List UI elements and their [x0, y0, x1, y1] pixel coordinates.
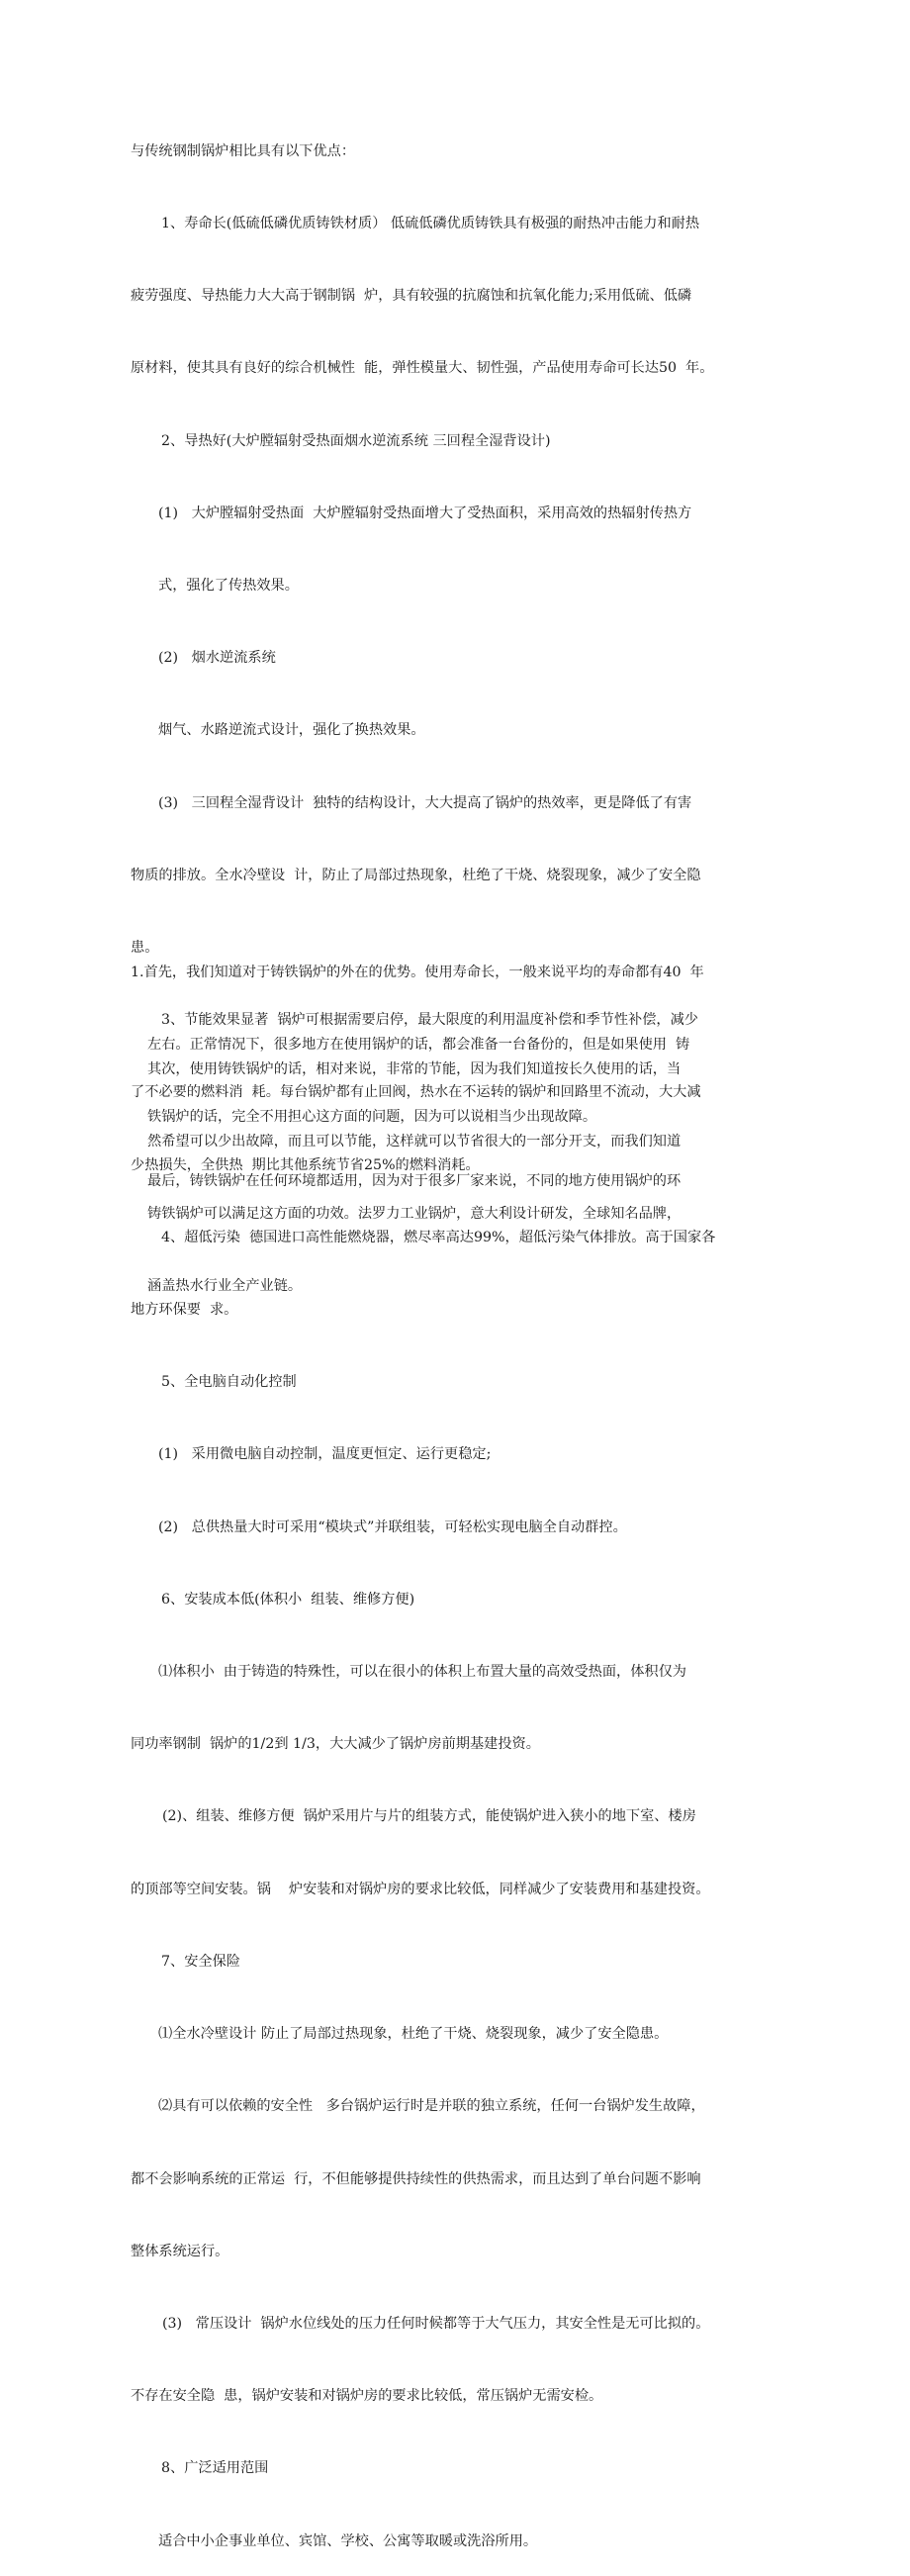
item-7-sub-2: 整体系统运行。 — [131, 2243, 229, 2259]
item-2-sub-3: (3) 三回程全湿背设计 独特的结构设计，大大提高了锅炉的热效率，更是降低了有害 — [158, 794, 692, 811]
item-6-sub-2: (2)、组装、维修方便 锅炉采用片与片的组装方式，能使锅炉进入狭小的地下室、楼房 — [162, 1808, 696, 1825]
list-item-1-line: 1.首先，我们知道对于铸铁锅炉的外在的优势。使用寿命长，一般来说平均的寿命都有40 年 — [131, 964, 704, 980]
item-2-sub-2: (2) 烟水逆流系统 — [158, 650, 276, 667]
item-4-line: 地方环保要 求。 — [131, 1302, 238, 1319]
intro-heading: 与传统钢制锅炉相比具有以下优点： — [131, 142, 356, 159]
item-2-sub-3: 患。 — [131, 940, 159, 957]
paragraph-line: 最后，铸铁锅炉在任何环境都适用，因为对于很多厂家来说，不同的地方使用锅炉的环 — [147, 1172, 682, 1189]
item-7-sub-1: ⑴全水冷壁设计 防止了局部过热现象，杜绝了干烧、烧裂现象，减少了安全隐患。 — [158, 2026, 669, 2043]
item-7-sub-2: 都不会影响系统的正常运 行，不但能够提供持续性的供热需求，而且达到了单台问题不影响 — [131, 2170, 701, 2187]
item-7-sub-3: (3) 常压设计 锅炉水位线处的压力任何时候都等于大气压力，其安全性是无可比拟的。 — [162, 2315, 710, 2332]
item-2-sub-3: 物质的排放。全水冷壁设 计，防止了局部过热现象，杜绝了干烧、烧裂现象，减少了安全隐 — [131, 867, 701, 883]
paragraph-line: 其次，使用铸铁锅炉的话，相对来说，非常的节能，因为我们知道按长久使用的话，当 — [147, 1060, 682, 1077]
item-7-heading: 7、安全保险 — [161, 1953, 240, 1970]
third-paragraph — [131, 1121, 803, 1242]
item-3-line: 3、节能效果显著 锅炉可根据需要启停，最大限度的利用温度补偿和季节性补偿，减少 — [161, 1012, 698, 1029]
item-5-heading: 5、全电脑自动化控制 — [161, 1374, 297, 1391]
item-8-heading: 8、广泛适用范围 — [161, 2460, 269, 2477]
paragraph-line: 铸铁锅炉可以满足这方面的功效。法罗力工业锅炉，意大利设计研发，全球知名品牌， — [147, 1206, 682, 1223]
item-5-sub-2: (2) 总供热量大时可采用“模块式”并联组装，可轻松实现电脑全自动群控。 — [158, 1518, 627, 1535]
list-item-1-line: 铁锅炉的话，完全不用担心这方面的问题，因为可以说相当少出现故障。 — [147, 1109, 597, 1126]
item-6-sub-1: 同功率钢制 锅炉的1/2到 1/3，大大减少了锅炉房前期基建投资。 — [131, 1736, 540, 1753]
item-4-line: 4、超低污染 德国进口高性能燃烧器，燃尽率高达99%，超低污染气体排放。高于国家各 — [161, 1229, 716, 1245]
item-6-heading: 6、安装成本低(体积小 组装、维修方便) — [161, 1591, 415, 1608]
item-2-sub-2: 烟气、水路逆流式设计，强化了换热效果。 — [158, 722, 425, 739]
item-7-sub-2: ⑵具有可以依赖的安全性 多台锅炉运行时是并联的独立系统，任何一台锅炉发生故障， — [158, 2098, 705, 2115]
paragraph-line: 然希望可以少出故障，而且可以节能，这样就可以节省很大的一部分开支，而我们知道 — [147, 1134, 682, 1150]
item-6-sub-2: 的顶部等空间安装。锅 炉安装和对锅炉房的要求比较低，同样减少了安装费用和基建投资。 — [131, 1881, 710, 1897]
list-item-1-line: 左右。正常情况下，很多地方在使用锅炉的话，都会准备一台备份的，但是如果使用 铸 — [147, 1037, 690, 1054]
item-6-sub-1: ⑴体积小 由于铸造的特殊性，可以在很小的体积上布置大量的高效受热面，体积仅为 — [158, 1664, 686, 1681]
item-7-sub-3: 不存在安全隐 患，锅炉安装和对锅炉房的要求比较低，常压锅炉无需安检。 — [131, 2388, 603, 2405]
item-1-line: 原材料，使其具有良好的综合机械性 能，弹性模量大、韧性强，产品使用寿命可长达50 年。 — [131, 360, 714, 377]
item-1-line: 疲劳强度、导热能力大大高于钢制锅 炉，具有较强的抗腐蚀和抗氧化能力;采用低硫、低磷 — [131, 288, 692, 305]
item-3-line: 少热损失，全供热 期比其他系统节省25%的燃料消耗。 — [131, 1156, 480, 1173]
item-3-line: 了不必要的燃料消 耗。每台锅炉都有止回阀，热水在不运转的锅炉和回路里不流动，大大减 — [131, 1084, 701, 1101]
item-1-line: 1、寿命长(低硫低磷优质铸铁材质） 低硫低磷优质铸铁具有极强的耐热冲击能力和耐热 — [161, 216, 700, 232]
item-2-sub-1: 式，强化了传热效果。 — [158, 578, 299, 595]
item-5-sub-1: (1) 采用微电脑自动控制，温度更恒定、运行更稳定; — [158, 1446, 492, 1463]
item-2-sub-1: (1) 大炉膛辐射受热面 大炉膛辐射受热面增大了受热面积，采用高效的热辐射传热方 — [158, 505, 692, 521]
item-2-heading: 2、导热好(大炉膛辐射受热面烟水逆流系统 三回程全湿背设计) — [161, 432, 551, 449]
item-8-body: 适合中小企事业单位、宾馆、学校、公寓等取暖或洗浴所用。 — [158, 2532, 538, 2549]
paragraph-line: 涵盖热水行业全产业链。 — [147, 1278, 303, 1295]
